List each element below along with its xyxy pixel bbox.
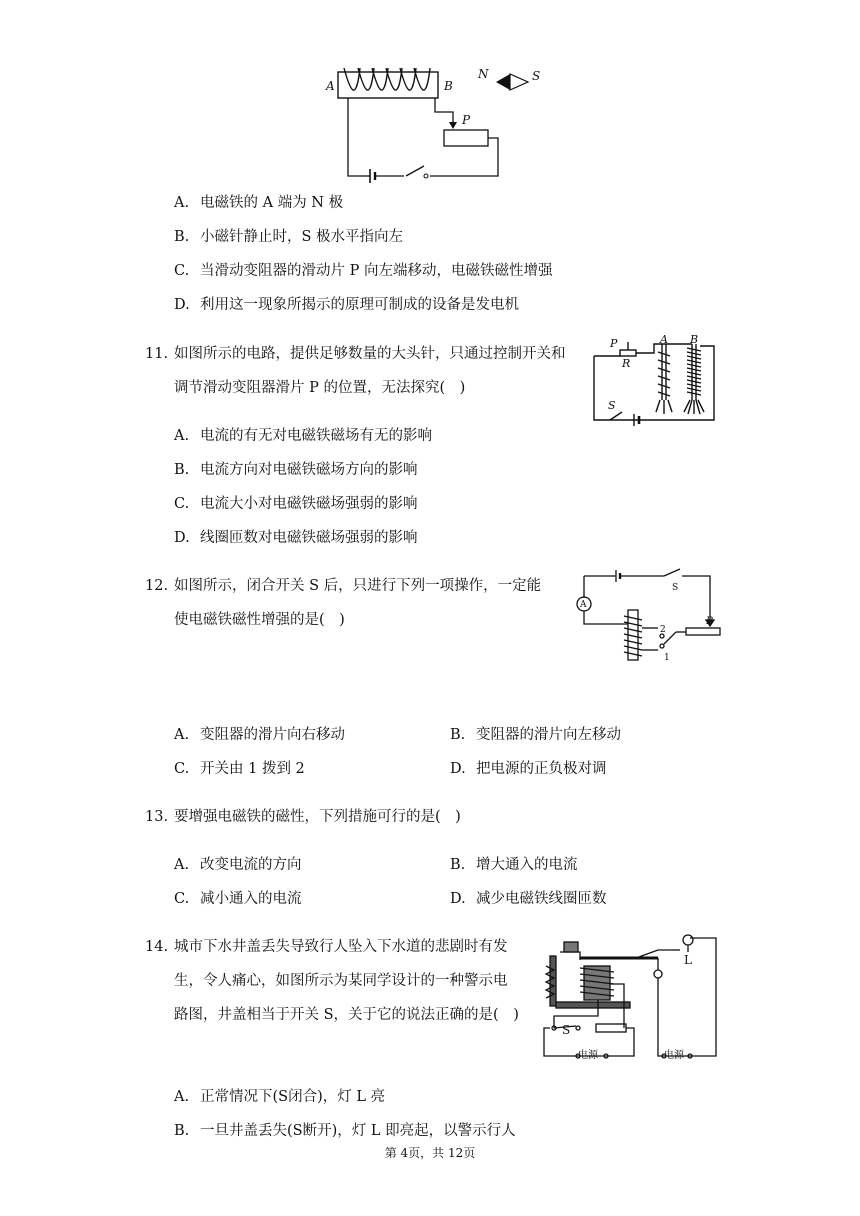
option-text: 增大通入的电流 <box>476 857 578 873</box>
q14-stem-line1: 城市下水井盖丢失导致行人坠入下水道的悲剧时有发 <box>174 939 508 955</box>
fig11-label-a: A <box>660 333 668 346</box>
q14-stem-line2: 生，令人痛心，如图所示为某同学设计的一种警示电 <box>174 973 508 989</box>
fig10-label-a: A <box>326 79 335 93</box>
fig12-label-1: 1 <box>664 653 670 663</box>
q14-option-a[interactable] <box>174 1087 385 1107</box>
q13-option-c[interactable] <box>174 889 302 909</box>
figure-q12-circuit <box>572 566 728 670</box>
q12-option-a[interactable] <box>174 725 345 745</box>
q11-option-d[interactable] <box>174 528 418 548</box>
fig14-source-left: 电源 <box>578 1050 598 1061</box>
q12-stem-line1: 如图所示，闭合开关 S 后，只进行下列一项操作，一定能 <box>174 578 542 594</box>
option-text: 改变电流的方向 <box>200 857 302 873</box>
q12-option-b[interactable] <box>450 725 621 745</box>
q14-option-b[interactable] <box>174 1121 516 1141</box>
fig10-label-b: B <box>444 79 453 93</box>
option-text: 正常情况下(S闭合)，灯 L 亮 <box>200 1089 386 1105</box>
fig12-label-p: P <box>706 616 713 627</box>
option-text: 变阻器的滑片向左移动 <box>476 727 621 743</box>
option-letter: B. <box>174 1123 190 1139</box>
fig11-label-b: B <box>690 333 699 346</box>
option-letter: D. <box>174 530 190 546</box>
option-letter: A. <box>174 195 190 211</box>
q11-option-c[interactable] <box>174 494 418 514</box>
q13-stem-line1: 要增强电磁铁的磁性，下列措施可行的是( ) <box>174 809 461 825</box>
q10-option-d[interactable] <box>174 295 519 315</box>
option-letter: A. <box>174 857 190 873</box>
figure-q14-warning-circuit <box>540 930 720 1064</box>
option-letter: D. <box>174 297 190 313</box>
option-letter: B. <box>174 462 190 478</box>
fig14-label-s: S <box>562 1023 571 1037</box>
fig12-label-2: 2 <box>660 625 666 635</box>
fig12-label-s: S <box>672 583 679 593</box>
q12-number: 12. <box>145 578 169 594</box>
option-letter: B. <box>174 229 190 245</box>
option-letter: B. <box>450 727 466 743</box>
option-text: 变阻器的滑片向右移动 <box>200 727 345 743</box>
q11-option-a[interactable] <box>174 426 432 446</box>
option-letter: A. <box>174 428 190 444</box>
option-letter: B. <box>450 857 466 873</box>
option-text: 电流大小对电磁铁磁场强弱的影响 <box>200 496 418 512</box>
option-letter: C. <box>174 496 190 512</box>
option-text: 小磁针静止时，S 极水平指向左 <box>200 229 404 245</box>
fig10-label-n: N <box>478 67 489 81</box>
option-text: 电流方向对电磁铁磁场方向的影响 <box>200 462 418 478</box>
q13-option-a[interactable] <box>174 855 302 875</box>
option-letter: C. <box>174 891 190 907</box>
q13-number: 13. <box>145 809 169 825</box>
fig10-label-p: P <box>462 113 471 127</box>
q13-option-b[interactable] <box>450 855 578 875</box>
figure-q10-electromagnet-circuit <box>320 60 570 190</box>
option-letter: D. <box>450 761 466 777</box>
option-letter: D. <box>450 891 466 907</box>
option-text: 利用这一现象所揭示的原理可制成的设备是发电机 <box>200 297 519 313</box>
option-letter: C. <box>174 263 190 279</box>
q13-option-d[interactable] <box>450 889 607 909</box>
q10-option-a[interactable] <box>174 193 343 213</box>
q11-stem-line1: 如图所示的电路，提供足够数量的大头针，只通过控制开关和 <box>174 346 566 362</box>
option-letter: A. <box>174 1089 190 1105</box>
option-text: 减小通入的电流 <box>200 891 302 907</box>
fig11-label-s: S <box>608 399 616 412</box>
page-footer: 第 4页，共 12页 <box>384 1146 476 1160</box>
q12-option-d[interactable] <box>450 759 607 779</box>
option-text: 一旦井盖丢失(S断开)，灯 L 即亮起，以警示行人 <box>200 1123 516 1139</box>
fig11-label-p: P <box>610 337 618 350</box>
option-text: 当滑动变阻器的滑动片 P 向左端移动，电磁铁磁性增强 <box>200 263 553 279</box>
option-text: 电流的有无对电磁铁磁场有无的影响 <box>200 428 432 444</box>
figure-q11-two-electromagnets <box>590 333 720 428</box>
option-letter: A. <box>174 727 190 743</box>
option-letter: C. <box>174 761 190 777</box>
q11-stem-line2: 调节滑动变阻器滑片 P 的位置，无法探究( ) <box>174 380 466 396</box>
option-text: 减少电磁铁线圈匝数 <box>476 891 607 907</box>
q14-number: 14. <box>145 939 169 955</box>
fig11-label-r: R <box>622 357 631 370</box>
option-text: 开关由 1 拨到 2 <box>200 761 305 777</box>
option-text: 电磁铁的 A 端为 N 极 <box>200 195 344 211</box>
fig14-label-l: L <box>684 953 692 967</box>
q12-option-c[interactable] <box>174 759 305 779</box>
q10-option-b[interactable] <box>174 227 403 247</box>
option-text: 把电源的正负极对调 <box>476 761 607 777</box>
q11-number: 11. <box>145 346 169 362</box>
fig12-ammeter-label: A <box>580 600 587 610</box>
fig10-label-s: S <box>532 69 541 83</box>
fig14-source-right: 电源 <box>664 1050 684 1061</box>
q10-option-c[interactable] <box>174 261 552 281</box>
option-text: 线圈匝数对电磁铁磁场强弱的影响 <box>200 530 418 546</box>
q14-stem-line3: 路图，井盖相当于开关 S，关于它的说法正确的是( ) <box>174 1007 519 1023</box>
q12-stem-line2: 使电磁铁磁性增强的是( ) <box>174 612 345 628</box>
q11-option-b[interactable] <box>174 460 418 480</box>
